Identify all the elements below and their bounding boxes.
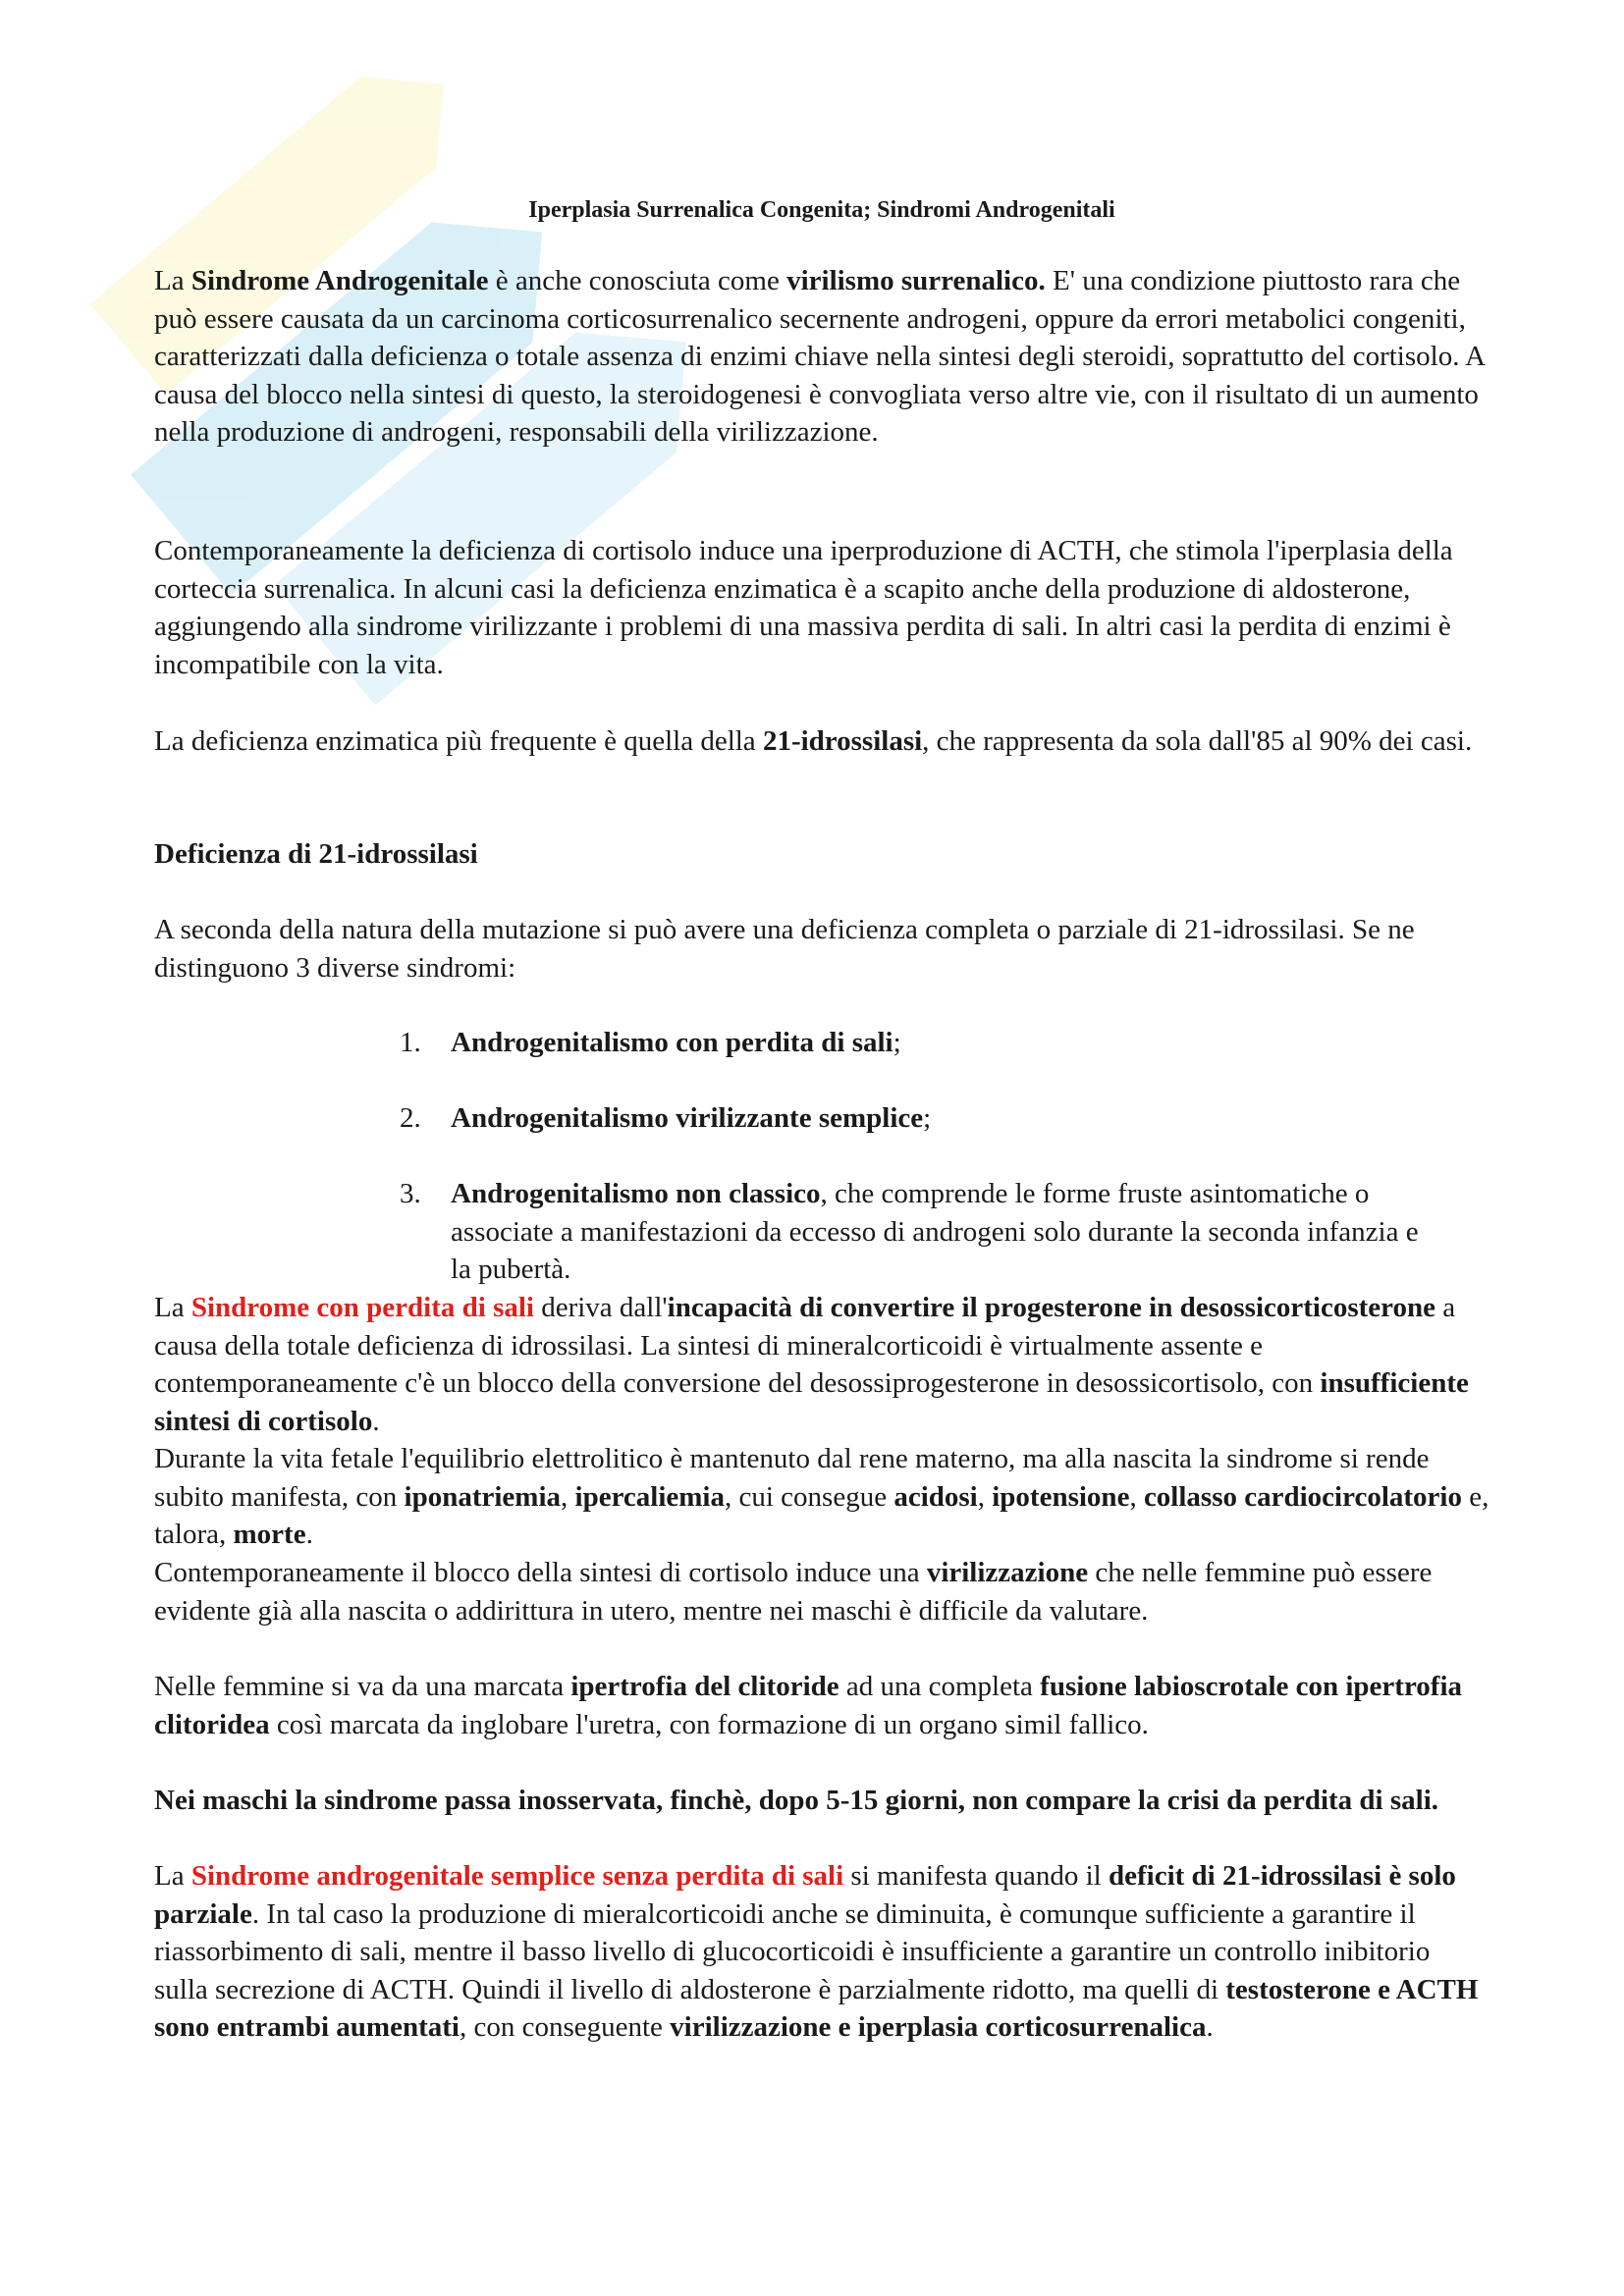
paragraph-females: Nelle femmine si va da una marcata ipertrofia del clitoride ad una completa fusione labioscrotale con ipertrofia clitoridea così marcata da inglobare l'uretra, con formazione di un organo simil fallico. bbox=[154, 1671, 1463, 1740]
paragraph-virilization: Contemporaneamente il blocco della sintesi di cortisolo induce una virilizzazione che nelle femmine può essere evidente già alla nascita o addirittura in utero, mentre nei maschi è difficile da valutare. bbox=[154, 1557, 1433, 1627]
paragraph-simple-syndrome: La Sindrome androgenitale semplice senza perdita di sali si manifesta quando il deficit di 21-idrossilasi è solo parziale. In tal caso la produzione di mieralcorticoidi anche se diminuita, è comunque sufficiente a garantire il riassorbimento di sali, mentre il basso livello di glucocorticoidi è insufficiente a garantire un controllo inibitorio sulla secrezione di ACTH. Quindi il livello di aldosterone è parzialmente ridotto, ma quelli di testosterone e ACTH sono entrambi aumentati, con conseguente virilizzazione e iperplasia corticosurrenalica. bbox=[154, 1860, 1479, 2044]
paragraph-frequency: La deficienza enzimatica più frequente è quella della 21-idrossilasi, che rappresenta da sola dall'85 al 90% dei casi. bbox=[154, 725, 1473, 757]
document-title: Iperplasia Surrenalica Congenita; Sindromi Androgenitali bbox=[528, 197, 1115, 223]
list-item: 2. Androgenitalismo virilizzante semplice; bbox=[400, 1102, 932, 1134]
paragraph-syndromes: A seconda della natura della mutazione si può avere una deficienza completa o parziale di 21-idrossilasi. Se ne distinguono 3 diverse sindromi: bbox=[154, 914, 1415, 984]
section-heading: Deficienza di 21-idrossilasi bbox=[154, 838, 478, 870]
list-item: 1. Androgenitalismo con perdita di sali; bbox=[400, 1027, 901, 1058]
paragraph-males: Nei maschi la sindrome passa inosservata, finchè, dopo 5-15 giorni, non compare la crisi da perdita di sali. bbox=[154, 1785, 1439, 1816]
paragraph-acth: Contemporaneamente la deficienza di cortisolo induce una iperproduzione di ACTH, che stimola l'iperplasia della corteccia surrenalica. In alcuni casi la deficienza enzimatica è a scapito anche della produzione di aldosterone, aggiungendo alla sindrome virilizzante i problemi di una massiva perdita di sali. In altri casi la perdita di enzimi è incompatibile con la vita. bbox=[154, 535, 1453, 680]
paragraph-intro: La Sindrome Androgenitale è anche conosciuta come virilismo surrenalico. E' una condizione piuttosto rara che può essere causata da un carcinoma corticosurrenalico secernente androgeni, oppure da errori metabolici congeniti, caratterizzati dalla deficienza o totale assenza di enzimi chiave nella sintesi degli steroidi, soprattutto del cortisolo. A causa del blocco nella sintesi di questo, la steroidogenesi è convogliata verso altre vie, con il risultato di un aumento nella produzione di androgeni, responsabili della virilizzazione. bbox=[154, 265, 1485, 449]
paragraph-fetal-life: Durante la vita fetale l'equilibrio elettrolitico è mantenuto dal rene materno, ma alla nascita la sindrome si rende subito manifesta, con iponatriemia, ipercaliemia, cui consegue acidosi, ipotensione, collasso cardiocircolatorio e, talora, morte. bbox=[154, 1443, 1489, 1551]
list-item: 3. Androgenitalismo non classico, che comprende le forme fruste asintomatiche o associate a manifestazioni da eccesso di androgeni solo durante la seconda infanzia e la pubertà. bbox=[400, 1178, 1419, 1286]
paragraph-salt-loss: La Sindrome con perdita di sali deriva dall'incapacità di convertire il progesterone in desossicorticosterone a causa della totale deficienza di idrossilasi. La sintesi di mineralcorticoidi è virtualmente assente e contemporaneamente c'è un blocco della conversione del desossiprogesterone in desossicortisolo, con insufficiente sintesi di cortisolo. bbox=[154, 1292, 1469, 1437]
